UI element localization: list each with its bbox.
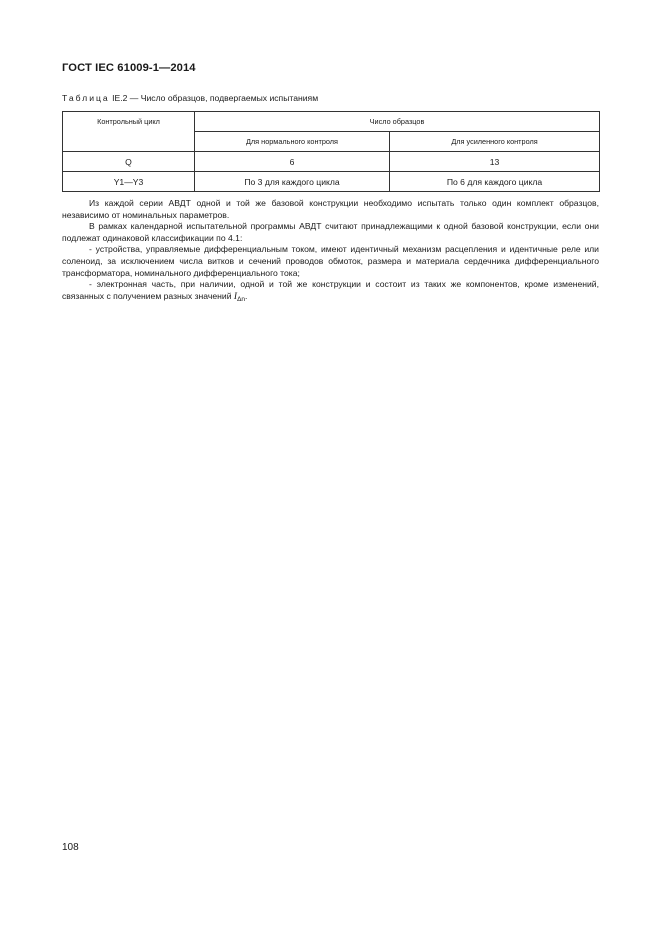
header-sample-count: Число образцов <box>195 112 600 132</box>
current-symbol: $I_{\Delta n}$ <box>233 291 246 303</box>
paragraph: В рамках календарной испытательной программы АВДТ считают принадлежащими к одной базовой конструкции, если они подлежат одинаковой классификации по 4.1: <box>62 221 599 243</box>
table-cell: Y1—Y3 <box>63 172 195 192</box>
paragraph-text: - электронная часть, при наличии, одной и той же конструкции и состоит из таких же компонентов, кроме изменений, связанных с получением разных значений <box>62 279 599 301</box>
table-row <box>63 152 600 172</box>
table-header-row <box>63 112 600 132</box>
paragraph: Из каждой серии АВДТ одной и той же базовой конструкции необходимо испытать только один комплект образцов, независимо от номинальных параметров. <box>62 198 599 220</box>
header-control-cycle: Контрольный цикл <box>63 112 195 152</box>
table-caption-label: Таблица <box>62 93 110 103</box>
body-text <box>62 198 599 305</box>
current-subscript: Δn <box>237 295 246 303</box>
table-cell: Q <box>63 152 195 172</box>
page-number: 108 <box>62 842 79 853</box>
document-header: ГОСТ IEC 61009-1—2014 <box>62 62 196 74</box>
table-cell: По 6 для каждого цикла <box>390 172 600 192</box>
samples-table <box>62 111 600 192</box>
subheader-enhanced: Для усиленного контроля <box>390 132 600 152</box>
paragraph-end: . <box>245 290 248 301</box>
table-caption-text: IE.2 — Число образцов, подвергаемых испытаниям <box>112 93 319 103</box>
paragraph: - устройства, управляемые дифференциальным током, имеют идентичный механизм расцепления и идентичные реле или соленоид, за исключением числа витков и сечений проводов обмоток, размера и материала сердечника дифференциального трансформатора, номинального дифференциального тока; <box>62 244 599 278</box>
subheader-normal: Для нормального контроля <box>195 132 390 152</box>
table-cell: 13 <box>390 152 600 172</box>
table-row <box>63 172 600 192</box>
paragraph <box>62 279 599 305</box>
table-cell: По 3 для каждого цикла <box>195 172 390 192</box>
table-caption <box>62 93 318 103</box>
table-cell: 6 <box>195 152 390 172</box>
